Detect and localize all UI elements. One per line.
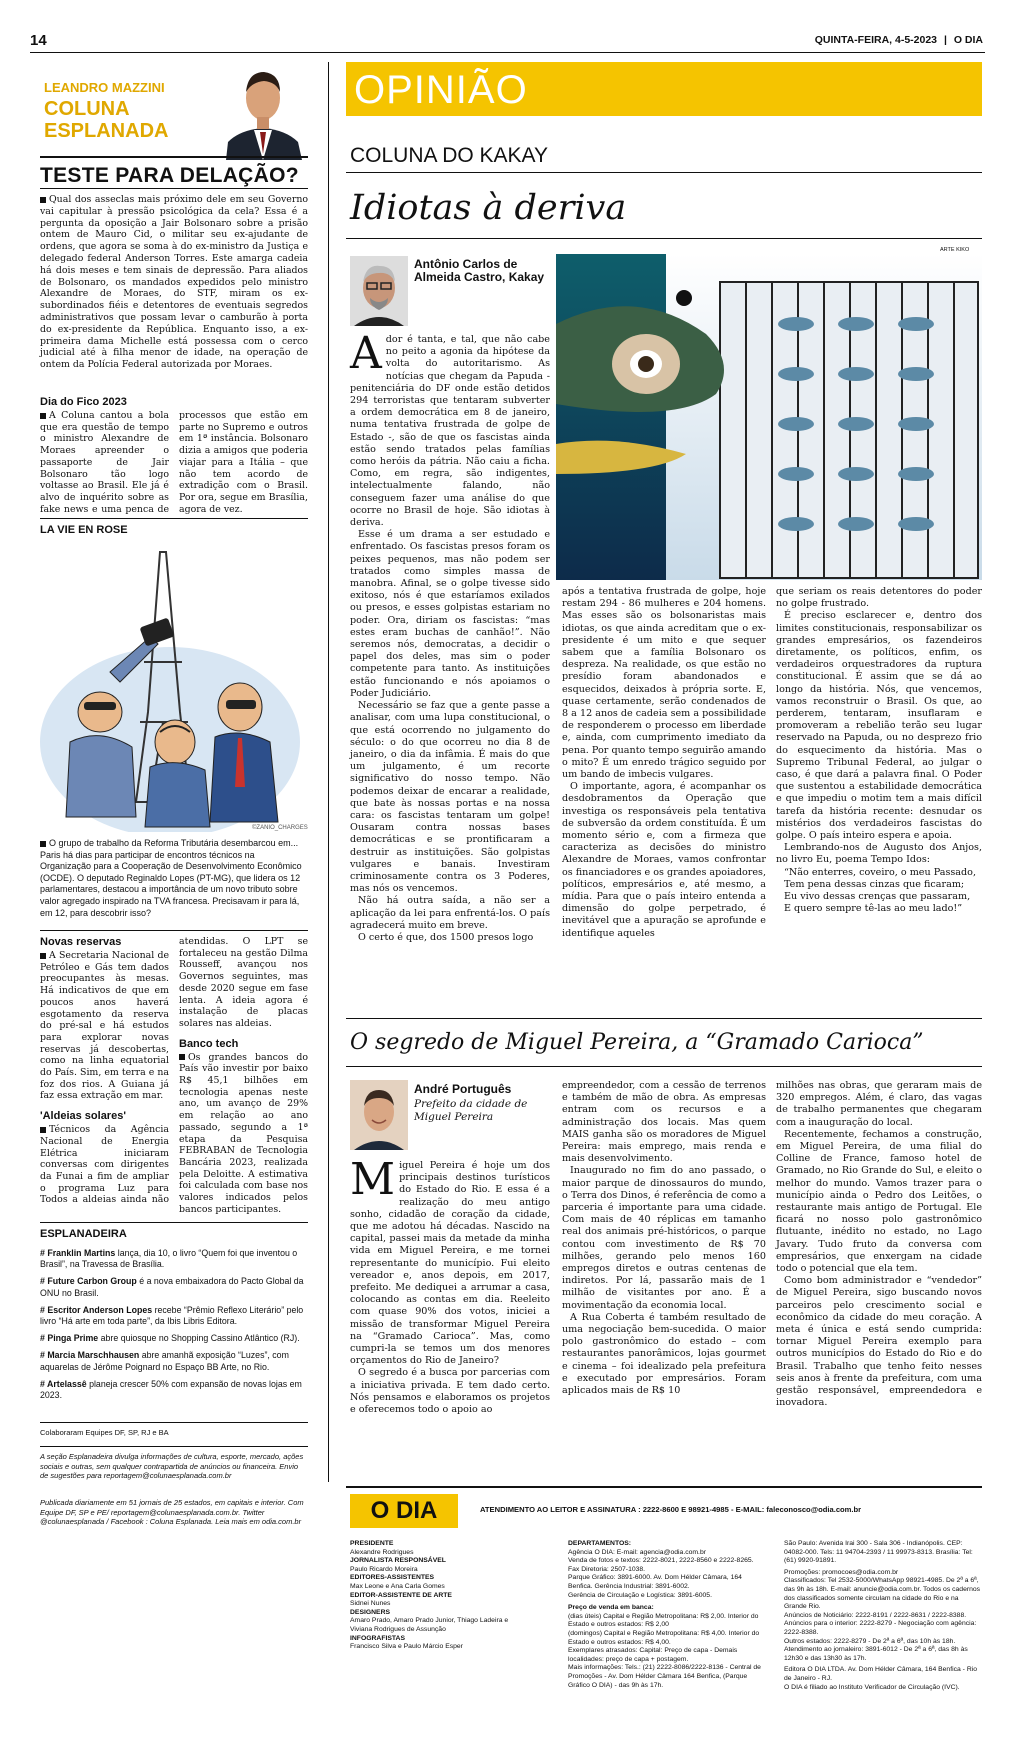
fico-title: Dia do Fico 2023 bbox=[40, 396, 127, 408]
andre-photo bbox=[350, 1080, 408, 1150]
date-text: QUINTA-FEIRA, 4-5-2023 bbox=[814, 34, 938, 46]
poem-line: E quero sempre tê-las ao meu lado!” bbox=[784, 903, 963, 915]
footer-col1 bbox=[350, 1540, 530, 1652]
esplanada-rule-head bbox=[40, 188, 308, 189]
footer-line: DESIGNERS bbox=[350, 1608, 391, 1616]
gramado-col1-p2: O segredo é a busca por parcerias com a iniciativa privada. E tem dado certo. Nós pensamos e elaboramos os projetos e oferecemos todo o apoio ao bbox=[350, 1367, 550, 1416]
poem-line: Tem pena dessas cinzas que ficaram; bbox=[784, 878, 965, 890]
esplanadeira-item-name: # Escritor Anderson Lopes bbox=[40, 1304, 153, 1315]
banco-text: Os grandes bancos do País vão investir por baixo R$ 45,1 bilhões em tecnologia apenas neste ano, um avanço de 29% em relação ao ano passado, segundo a 1ª etapa da Pesquisa FEBRABAN de Tecnologia Bancária 2023, realizada pela Deloitte. A estimativa foi calculada com base nos valores indicados pelos bancos participantes. bbox=[179, 1051, 308, 1215]
gramado-col2-p1: empreendedor, com a cessão de terrenos e também de mão de obra. As empresas entram com os recursos e a administração dos locais. Mas quem MAIS ganha são os moradores de Miguel Pereira: mais emprego, mais renda e mais desenvolvimento. bbox=[562, 1080, 766, 1165]
gramado-col1-first: iguel Pereira é hoje um dos principais destinos turísticos do Estado do Rio. E essa é a realização do meu antigo sonho, cidadão de coração da cidade, que me adotou há décadas. Nascido na capital, passei mais da metade da minha vida em Miguel Pereira, e me tornei representante do município. Fui eleito vereador e, anos depois, em 2017, prefeito. Me dediquei a arrumar a casa, colocando as contas em dia. Reeleito com quase 90% dos votos, iniciei a missão de transformar Miguel Pereira na “Gramado Carioca”. Mas, como cumpri-la se temos um dos menores orçamentos do Rio de Janeiro? bbox=[350, 1160, 550, 1367]
gramado-rule-head bbox=[346, 1066, 982, 1067]
esplanadeira-item bbox=[40, 1305, 308, 1327]
fico-text-wrap bbox=[40, 410, 308, 515]
footer-line: Amaro Prado, Amaro Prado Junior, Thiago Ladeira e Viviana Rodrigues de Assunção bbox=[350, 1617, 509, 1633]
footer-line: Fax Diretoria: 2507-1038. bbox=[568, 1565, 646, 1573]
footer-line: Sidnei Nunes bbox=[350, 1600, 391, 1608]
notes-block bbox=[40, 936, 308, 1215]
esplanadeira-item-text: recebe “Prêmio Reflexo Literário” pelo livro “Há arte em toda parte”, da Ibis Libris Editora. bbox=[40, 1304, 304, 1327]
footer-line: Venda de fotos e textos: 2222-8021, 2222-8560 e 2222-8265. bbox=[568, 1557, 754, 1565]
gramado-col3-p1: milhões nas obras, que geraram mais de 320 empregos. Além, é claro, das vagas de trabalho permanentes que chegaram com a inauguração do local. bbox=[776, 1080, 982, 1128]
kakay-photo bbox=[350, 256, 408, 326]
opiniao-section: OPINIÃO bbox=[354, 68, 528, 112]
footer-line: O DIA é filiado ao Instituto Verificador de Circulação (IVC). bbox=[784, 1683, 960, 1691]
headline-rule bbox=[346, 238, 982, 239]
aldeias-text: Técnicos da Agência Nacional de Energia Elétrica iniciaram conversas com dirigentes da Funai a fim de ampliar o programa Luz para Todos a aldeias ainda não atendidas. O LPT se fortaleceu na gestão Dilma Rousseff, avançou nos Governos seguintes, mas desde 2020 segue em fase lenta. A ideia agora é instalação de placas solares nas aldeias. bbox=[40, 936, 308, 1206]
footer-line: Alexandre Rodrigues bbox=[350, 1548, 414, 1556]
kakay-col2-p1: após a tentativa frustrada de golpe, hoje restam 294 - 86 mulheres e 204 homens. Mas esses são os bolsonaristas mais idiotas, os que ainda acreditam que o ex-presidente é um mito e que sequer sabem que a família Bolsonaro os despreza. Na realidade, os que estão no presídio foram abandonados e esquecidos, deixados à própria sorte. E, quase certamente, serão condenados de 8 a 12 anos de cadeia sem a possibilidade de responderem o processo em liberdade e, ainda, com cumprimento imediato da pena. Por quanto tempo seguirão amando o mito? É um enredo trágico seguido por um bando de imbecis vulgares. bbox=[562, 586, 766, 781]
footer-line: (domingos) Capital e Região Metropolitana: R$ 4,00. Interior do Estado e outros estados: R$ 4,00. bbox=[568, 1629, 760, 1646]
kakay-author: Antônio Carlos de Almeida Castro, Kakay bbox=[414, 257, 545, 284]
esplanadeira-item bbox=[40, 1350, 308, 1372]
kakay-col1-p5: O certo é que, dos 1500 presos logo bbox=[358, 931, 534, 943]
header-rule bbox=[30, 52, 985, 53]
esplanadeira-item-name: # Future Carbon Group bbox=[40, 1276, 137, 1287]
author-photo bbox=[218, 62, 308, 160]
footer-line: JORNALISTA RESPONSÁVEL bbox=[350, 1557, 446, 1565]
vie-rule bbox=[40, 518, 308, 519]
dropcap-a: A bbox=[350, 328, 382, 379]
disclaimer-text: A seção Esplanadeira divulga informações de cultura, esporte, mercado, ações sociais e outras, sem qualquer contrapartida de anúncios ou financeira. Envio de sugestões para reportagem@colunaesplanada.com.br bbox=[40, 1452, 304, 1481]
cartoon-illustration bbox=[40, 542, 308, 832]
kakay-col3-p3: Lembrando-nos de Augusto dos Anjos, no livro Eu, poema Tempo Idos: bbox=[776, 842, 982, 866]
gramado-headline: O segredo de Miguel Pereira, a “Gramado Carioca” bbox=[350, 1030, 924, 1055]
footer-rule bbox=[346, 1486, 982, 1488]
gramado-col2 bbox=[562, 1080, 766, 1397]
gramado-col1 bbox=[350, 1154, 550, 1416]
kakay-col1-p3: Necessário se faz que a gente passe a analisar, com uma lupa constitucional, o que está ocorrendo no julgamento do século: o do que ocorreu no dia 8 de janeiro, o dia da infâmia. É mais do que um julgamento, é um recorte significativo do nosso tempo. Não podemos deixar de encarar a realidade, que bate às nossas portas e na nossa cara: os fascistas tentaram um golpe! Ousaram contra nossas bases democráticas e se prontificaram a destruir as instituições. São golpistas vulgares e banais. Investiram criminosamente contra os 3 Poderes, mas nós os vencemos. bbox=[350, 700, 550, 895]
esplanada-rule-top bbox=[40, 156, 308, 158]
gramado-col3-p2: Recentemente, fechamos a construção, em Miguel Pereira, de uma filial do Colline de France, famoso hotel de Gramado, no Rio Grande do Sul, e eleito o melhor do mundo. Vamos trazer para o município ainda o Pedro dos Leitões, o restaurante mais antigo de Portugal. Ele ficará no nosso polo gastronômico flutuante, inédito no estado, no Lago Javary. Tudo fruto da conversa com empresários, que enxergam na cidade todo o potencial que ela tem. bbox=[776, 1128, 982, 1275]
andre-author: André Português bbox=[414, 1082, 512, 1096]
esplanada-column-line1: COLUNA bbox=[44, 98, 130, 120]
gramado-col3 bbox=[776, 1080, 982, 1409]
reservas-text: A Secretaria Nacional de Petróleo e Gás tem dados preocupantes às mesas. Há indicativos de que em poucos anos haverá esgotamento da reserva do pré-sal e há estudos para explorar novas reservas já descobertas, como na linha equatorial do País. Sim, em terra e na foz dos rios. A Guiana já faz essa extração em mar. bbox=[40, 950, 169, 1102]
footer-line: Exemplares atrasados: Capital: Preço de capa - Demais localidades: preço de capa + postagem. bbox=[568, 1647, 738, 1663]
esplanadeira-item-text: lança, dia 10, o livro “Quem foi que inventou o Brasil”, na Travessa de Brasília. bbox=[40, 1248, 298, 1270]
poem-line: “Não enterres, coveiro, o meu Passado, bbox=[784, 866, 976, 878]
colab-text: Colaboraram Equipes DF, SP, RJ e BA bbox=[40, 1428, 169, 1437]
kakay-col2 bbox=[562, 586, 766, 940]
gramado-rule-top bbox=[346, 1018, 982, 1019]
esplanadeira-rule bbox=[40, 1222, 308, 1223]
footer-line: (dias úteis) Capital e Região Metropolitana: R$ 2,00. Interior do Estado e outros estados: R$ 2,00 bbox=[568, 1612, 759, 1629]
footer-line: Classificados: Tel 2532-5000/WhatsApp 98921-4985. De 2ª a 6ª, das 9h às 18h. E-mail: anuncie@odia.com.br. Todos os cadernos dos classificados somente circulam na cidade do Rio e na Grande Rio. bbox=[784, 1577, 981, 1611]
footer-logo: O DIA bbox=[350, 1494, 458, 1528]
esplanadeira-item-text: abre amanhã exposição “Luzes”, com aquarelas de Jérôme Poignard no Espaço BB Arte, no Rio. bbox=[40, 1350, 289, 1372]
gramado-col2-p3: A Rua Coberta é também resultado de uma negociação bem-sucedida. O maior polo gastronômico do estado – com restaurantes panorâmicos, lojas gourmet e cinema – foi idealizado pela prefeitura e executado por empresários. Foram aplicados mais de R$ 10 bbox=[562, 1311, 766, 1397]
esplanadeira-item-text: é a nova embaixadora do Pacto Global da ONU no Brasil. bbox=[40, 1276, 304, 1298]
gramado-col2-p2: Inaugurado no fim do ano passado, o maior parque de dinossauros do mundo, o Terra dos Dinos, é referência de como a parceria é importante para uma cidade. Com mais de 40 réplicas em tamanho real dos animais pré-históricos, o parque contou com investimento de R$ 70 milhões, gerando pelo menos 160 empregos diretos e outras centenas de indiretos. Por lá, passarão mais de 1 milhão de visitantes por ano. É a movimentação da economia local. bbox=[562, 1165, 766, 1311]
footer-line: INFOGRAFISTAS bbox=[350, 1634, 406, 1642]
column-name: COLUNA DO KAKAY bbox=[350, 144, 549, 167]
page-number: 14 bbox=[30, 32, 47, 49]
cartoon-credit: ©ZANIO_CHARGES bbox=[252, 825, 308, 831]
esplanadeira-item-text: planeja crescer 50% com expansão de novas lojas em 2023. bbox=[40, 1378, 302, 1401]
footer-line: PRESIDENTE bbox=[350, 1540, 394, 1547]
esplanadeira-item-name: # Marcia Marschhausen bbox=[40, 1350, 140, 1361]
esplanada-author: LEANDRO MAZZINI bbox=[44, 80, 165, 95]
column-separator bbox=[328, 62, 329, 1482]
banco-title: Banco tech bbox=[179, 1037, 239, 1050]
andre-role: Prefeito da cidade de Miguel Pereira bbox=[414, 1098, 528, 1123]
footer-line: Parque Gráfico: 3891-6000. Av. Dom Hélder Câmara, 164 Benfica. Gerência Industrial: 3891-6002. bbox=[568, 1574, 742, 1590]
art-credit: ARTE KIKO bbox=[940, 247, 970, 253]
kakay-col1-first: dor é tanta, e tal, que não cabe no peito a agonia da hipótese da volta do autoritarismo. As notícias que chegam da Papuda - penitenciária do DF onde estão detidos 294 terroristas que tentaram subverter a ordem democrática em 8 de janeiro, numa tentativa frustrada de golpe de Estado -, são de que os fascistas ainda estão sendo tratados pelas famílias como heróis da pátria. Não caiu a ficha. Como, em regra, são indigentes, intelectualmente falando, não conseguem fazer uma análise do que ocorre no Brasil de hoje. São idiotas à deriva. bbox=[350, 334, 550, 529]
kakay-col1 bbox=[350, 328, 550, 944]
colab-rule bbox=[40, 1422, 308, 1423]
footer-line: Agência O DIA: E-mail: agencia@odia.com.br bbox=[568, 1548, 706, 1556]
footer-line: EDITOR-ASSISTENTE DE ARTE bbox=[350, 1591, 452, 1599]
footer-line: Max Leone e Ana Carla Gomes bbox=[350, 1582, 445, 1590]
fico-text: A Coluna cantou a bola que era questão de tempo o ministro Alexandre de Moraes apreender o passaporte de Jair Bolsonaro tão logo voltasse ao Brasil. Ele já é alvo de inquérito sobre as fake news e uma penca de processos que estão em parte no Supremo e outros em 1ª instância. Bolsonaro dizia a amigos que poderia viajar para a Itália – que não tem acordo de extradição com o Brasil. Por ora, segue em Brasília, agora de vez. bbox=[40, 410, 308, 515]
aldeias-title: 'Aldeias solares' bbox=[40, 1110, 126, 1123]
esplanadeira-item bbox=[40, 1248, 308, 1270]
esplanadeira-title: ESPLANADEIRA bbox=[40, 1228, 127, 1240]
kakay-col3 bbox=[776, 586, 982, 915]
footer-line: Promoções: promocoes@odia.com.br bbox=[784, 1568, 899, 1576]
esplanada-lead bbox=[40, 194, 308, 371]
fico-box bbox=[40, 396, 308, 515]
footer-line: Francisco Silva e Paulo Márcio Esper bbox=[350, 1643, 463, 1651]
esplanadeira-item-name: # Pinga Prime bbox=[40, 1333, 99, 1344]
kakay-col1-p4: Não há outra saída, a não ser a aplicação da lei para enfrentá-los. O país agradecerá muito em breve. bbox=[350, 895, 550, 931]
reservas-title: Novas reservas bbox=[40, 936, 122, 948]
dropcap-m: M bbox=[350, 1154, 396, 1205]
footer-line: Paulo Ricardo Moreira bbox=[350, 1565, 418, 1573]
lead-text: Qual dos asseclas mais próximo dele em seu Governo vai capitular à pressão psicológica da cela? Essa é a pergunta da oposição a Jair Bolsonaro sobre a prisão ontem de Mauro Cid, o militar seu ex-ajudante de ordens, que agora se soma à do ex-ministro da Justiça e delegado federal Anderson Torres. Este amarga cadeia há dois meses e tem sinais de depressão. Para aliados de Bolsonaro, os mandados expedidos pelo ministro Alexandre de Moraes, do STF, miram os ex-subordinados fiéis e detentores de eventuais segredos administrativos que possam levar o camburão à porta do ex-presidente da República. Enquanto isso, a ex-primeira dama Michelle está possessa com o cerco judicial até à filha menor de idade, na operação de ontem da Polícia Federal autorizada por Moraes. bbox=[40, 194, 308, 371]
esplanada-headline: TESTE PARA DELAÇÃO? bbox=[40, 164, 299, 187]
kakay-col1-p2: Esse é um drama a ser estudado e enfrentado. Os fascistas presos foram os peixes pequenos, mas não podem ser tratados como simples massa de manobra. Afinal, se o golpe tivesse sido exitoso, nós é que estaríamos exilados ou presos, e esses golpistas estariam no poder. Ora, diriam os fascistas: “mas estes eram buchas de canhão!”. Não seremos nós, democratas, a decidir o papel dos deles, mas sim o poder competente para tanto. As instituições estão funcionando e nós apoiamos o Poder Judiciário. bbox=[350, 529, 550, 699]
esplanadeira-item-name: # Franklin Martins bbox=[40, 1248, 116, 1258]
footer-line: São Paulo: Avenida Irai 300 - Sala 306 - Indianópolis. CEP: 04082-000. Tels: 11 94704-2393 / 11 99973-8313. Brasília: Tel: (61) 9920-91891. bbox=[784, 1540, 973, 1565]
esplanadeira-item bbox=[40, 1379, 308, 1401]
footer-col3 bbox=[784, 1540, 982, 1692]
gramado-col3-p3: Como bom administrador e “vendedor” de Miguel Pereira, sigo buscando novos parceiros pelo crescimento social e econômico da cidade do meu coração. A meta é única e está sendo cumprida: tornar Miguel Pereira exemplo para outros municípios do Estado do Rio e do Brasil. Trabalho que tenho feito nesses seis anos à frente da prefeitura, com uma gestão responsável, empreendedora e inovadora. bbox=[776, 1275, 982, 1409]
esplanada-column-line2: ESPLANADA bbox=[44, 120, 169, 142]
footer-line: Mais informações: Tels.: (21) 2222-8086/2222-8136 - Central de Promoções - Av. Dom Hélder Câmara 164 Benfica, (Parque Gráfico O DIA) - das 9h às 17h. bbox=[568, 1664, 761, 1689]
page-date: QUINTA-FEIRA, 4-5-2023 | O DIA bbox=[814, 34, 983, 46]
reservas-rule bbox=[40, 930, 308, 931]
vie-title: LA VIE EN ROSE bbox=[40, 524, 128, 536]
vie-text-wrap bbox=[40, 838, 308, 925]
opiniao-headline: Idiotas à deriva bbox=[350, 188, 627, 228]
footer-line: Editora O DIA LTDA. Av. Dom Hélder Câmara, 164 Benfica - Rio de Janeiro - RJ. bbox=[784, 1666, 978, 1682]
published-text: Publicada diariamente em 51 jornais de 25 estados, em capitais e interior. Com Equipe DF, SP e PE/ reportagem@colunaesplanada.com.br. Twitter @colunaesplanada / Facebook : Coluna Esplanada. Leia mais em odia.com.br bbox=[40, 1498, 304, 1527]
footer-line: Outros estados: 2222-8279 - De 2ª a 6ª, das 10h às 18h. Atendimento ao jornaleiro: 3891-6012 - De 2ª a 6ª, das 8h às 12h30 e das 13h30 às 17h. bbox=[784, 1637, 968, 1662]
esplanadeira-item bbox=[40, 1333, 308, 1344]
esplanada-column bbox=[30, 60, 310, 1715]
footer-line: EDITORES-ASSISTENTES bbox=[350, 1574, 435, 1582]
footer-line: Preço de venda em banca: bbox=[568, 1604, 654, 1612]
column-rule bbox=[346, 172, 982, 173]
opiniao-bar bbox=[346, 62, 982, 116]
brand-text: O DIA bbox=[953, 34, 983, 46]
kakay-col2-p2: O importante, agora, é acompanhar os desdobramentos da Operação que investiga os responsáveis pela tentativa de subversão da ordem constituída. É um momento sério e, com a firmeza que caracteriza as decisões do ministro Alexandre de Moraes, vamos confrontar os financiadores e os grandes apoiadores, políticos, empresários e, até mesmo, a mídia. Para que o país inteiro entenda a dimensão do golpe perpetrado, é inevitável que a apuração se aprofunde e identifique aqueles bbox=[562, 781, 767, 939]
poem-line: Eu vivo dessas crenças que passaram, bbox=[784, 891, 971, 903]
fish-illustration bbox=[556, 254, 982, 580]
kakay-col3-p1: que seriam os reais detentores do poder no golpe frustrado. bbox=[776, 586, 982, 610]
esplanadeira-item-name: # Artelassê bbox=[40, 1378, 87, 1389]
kakay-col3-p2: É preciso esclarecer e, dentro dos limites constitucionais, responsabilizar os grandes empresários, os fazendeiros diretamente, os políticos, enfim, os verdadeiros orquestradores da ruptura constitucional. É assim que se dá ao longo da história. Nós, que vencemos, vamos reconstruir o Brasil. Os que, ao perderem, tentaram, insuflaram e promoveram a rebelião terão seu lugar reservado na Papuda, ou no desprezo frio do esquecimento da história. Mas o Supremo Tribunal Federal, ao julgar o caso, é que dará a palavra final. O Poder que sustentou a estabilidade democrática e que impediu o motim tem a mais difícil tarefa da história recente: desnudar os mistérios dos verdadeiros fascistas do golpe. O país inteiro espera e apoia. bbox=[776, 610, 982, 842]
footer-line: Gerência de Circulação e Logística: 3891-6005. bbox=[568, 1591, 712, 1599]
disclaimer-rule bbox=[40, 1446, 308, 1447]
footer-atendimento: ATENDIMENTO AO LEITOR E ASSINATURA : 2222-8600 E 98921-4985 - E-MAIL: faleconosco@odia.com.br bbox=[480, 1505, 862, 1514]
vie-text: O grupo de trabalho da Reforma Tributária desembarcou em... Paris há dias para participar de encontros técnicos na Organização para a Cooperação de Desenvolvimento Econômico (OCDE). O deputado Reginaldo Lopes (PT-MG), que lidera os 12 parlamentares, destacou a importância de um novo tributo sobre valor agregado inspirado na TVA francesa. Precisavam ir para lá, em 12, para descobrir isso? bbox=[40, 838, 302, 918]
footer-line: DEPARTAMENTOS: bbox=[568, 1540, 632, 1547]
footer-col2 bbox=[568, 1540, 768, 1690]
esplanadeira-item bbox=[40, 1276, 308, 1298]
esplanadeira-item-text: abre quiosque no Shopping Cassino Atlântico (RJ). bbox=[100, 1333, 300, 1344]
footer-line: Anúncios de Noticiário: 2222-8191 / 2222-8631 / 2222-8388. Anúncios para o interior: 2222-8279 - Negociação com agência: 2222-8388. bbox=[784, 1611, 977, 1636]
esplanadeira-list bbox=[40, 1248, 308, 1407]
